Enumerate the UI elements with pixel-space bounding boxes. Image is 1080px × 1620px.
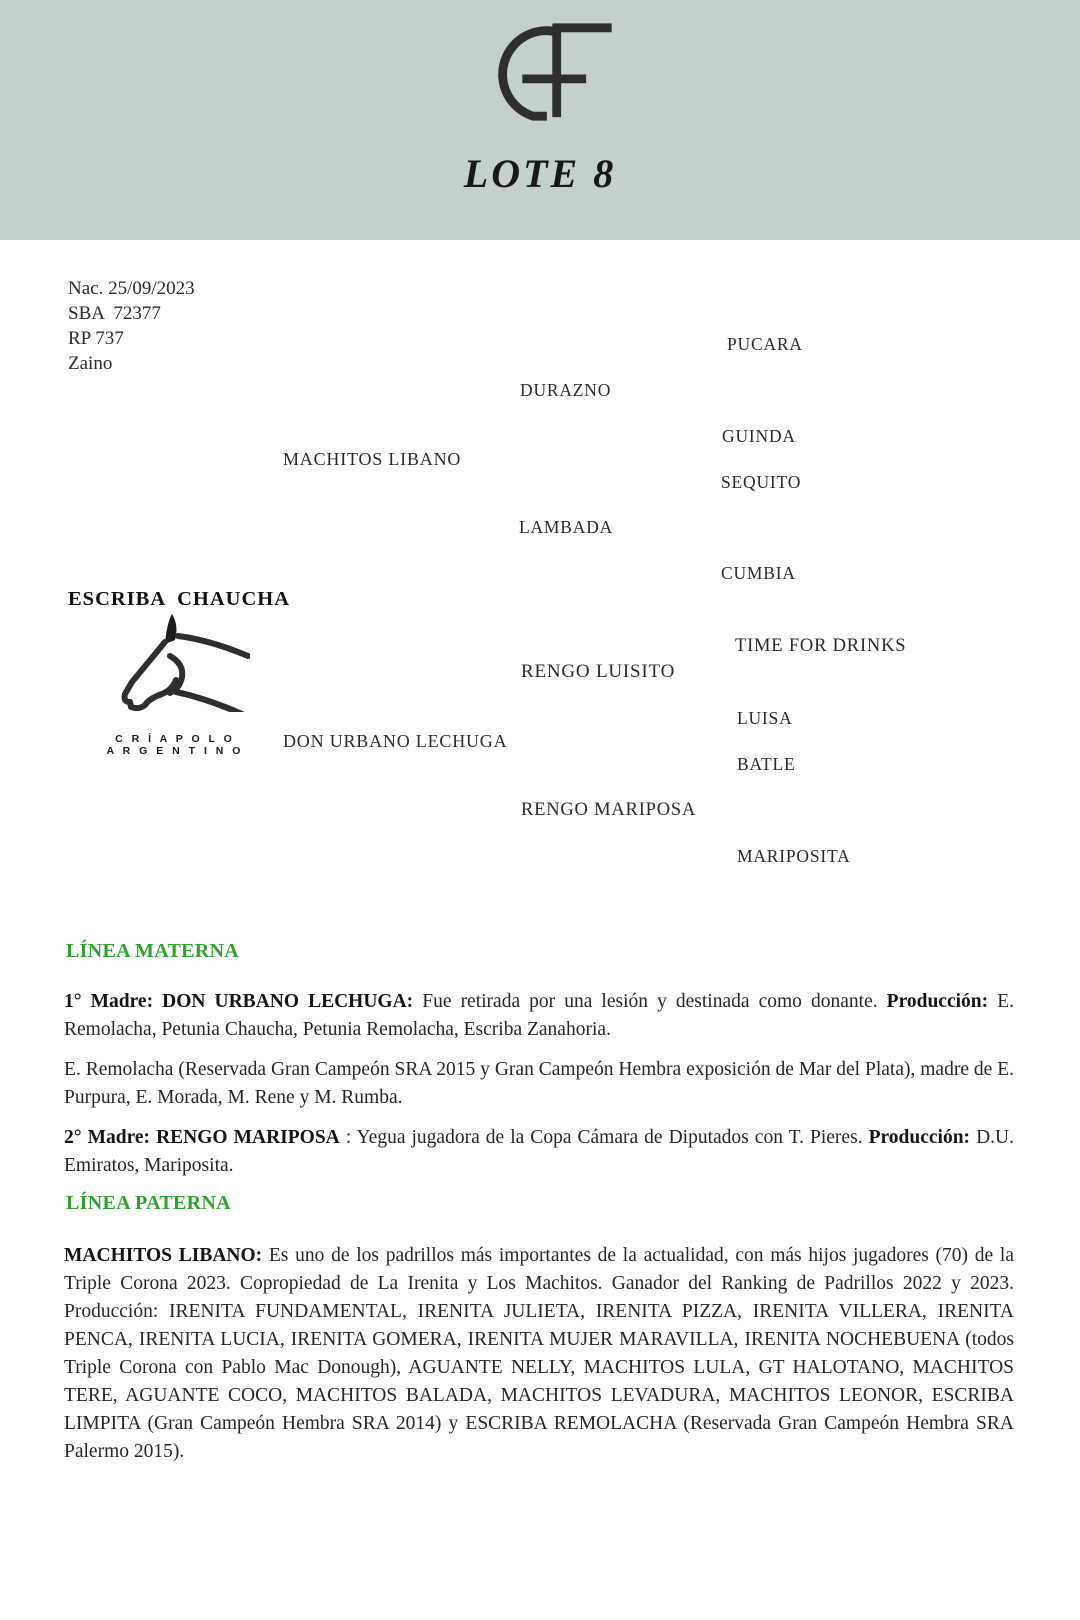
madre2-produccion-text: D.U. Emiratos, Mariposita. [64,1127,1015,1176]
pedigree-gen3-1: PUCARA [727,334,803,354]
pedigree-sire: MACHITOS LIBANO [283,449,462,469]
pedigree-dam-sire: RENGO LUISITO [521,661,676,682]
pedigree-gen3-3: SEQUITO [721,472,802,492]
padrillo-text: Es uno de los padrillos más importantes de la actualidad, con más hijos jugadores (70) de la Triple Corona 2023. Copropiedad de La Irenita y Los Machitos. Ganador del Ranking de Padrillos 2022 y 2023. Producción: IRENITA FUNDAMENTAL, IRENITA JULIETA, IRENITA PIZZA, IRENITA VILLERA, IRENITA PENCA, IRENITA LUCIA, IRENITA GOMERA, IRENITA MUJER MARAVILLA, IRENITA NOCHEBUENA (todos Triple Corona con Pablo Mac Donough), AGUANTE NELLY, MACHITOS LULA, GT HALOTANO, MACHITOS TERE, AGUANTE COCO, MACHITOS BALADA, MACHITOS LEVADURA, MACHITOS LEONOR, ESCRIBA LIMPITA (Gran Campeón Hembra SRA 2014) y ESCRIBA REMOLACHA (Reservada Gran Campeón Hembra SRA Palermo 2015). [64,1245,1014,1462]
breeder-logo-caption [100,733,250,757]
pedigree-sire-dam: LAMBADA [519,517,614,537]
paragraph-remolacha: E. Remolacha (Reservada Gran Campeón SRA 2015 y Gran Campeón Hembra exposición de Mar del Plata), madre de E. Purpura, E. Morada, M. Rene y M. Rumba. [64,1059,1014,1108]
horse-head-icon [110,612,250,712]
pedigree-gen3-6: LUISA [737,708,793,728]
caption-line-1: C R Í A P O L O [115,733,235,745]
header-band [0,0,1080,240]
pedigree-gen3-5: TIME FOR DRINKS [735,636,907,656]
paragraph-madre-1 [64,988,1014,1044]
padrillo-label: MACHITOS LIBANO: [64,1245,263,1266]
paragraph-madre-2 [64,1124,1014,1180]
madre1-produccion-text: E. Remolacha, Petunia Chaucha, Petunia Remolacha, Escriba Zanahoria. [64,991,1014,1040]
madre1-produccion-label: Producción: [886,991,989,1012]
madre2-label: 2° Madre: RENGO MARIPOSA [64,1127,340,1148]
lot-title: LOTE 8 [463,151,617,196]
horse-name: ESCRIBA CHAUCHA [68,588,291,610]
paragraph-padrillo [64,1242,1014,1466]
gf-monogram-icon [465,18,615,126]
birth-date: Nac. 25/09/2023 [68,278,195,299]
section-title-paterna: LÍNEA PATERNA [66,1192,231,1214]
pedigree-gen3-4: CUMBIA [721,563,796,583]
madre2-produccion-label: Producción: [868,1127,971,1148]
pedigree-sire-sire: DURAZNO [520,380,612,400]
sba-number: SBA 72377 [68,303,161,324]
pedigree-dam-dam: RENGO MARIPOSA [521,800,697,820]
rp-number: RP 737 [68,328,124,349]
pedigree-gen3-2: GUINDA [722,426,796,446]
id-block [68,276,195,376]
coat-color: Zaino [68,353,113,374]
madre1-text: Fue retirada por una lesión y destinada como donante. [413,991,887,1012]
section-title-materna: LÍNEA MATERNA [66,940,239,962]
caption-line-2: A R G E N T I N O [106,745,244,757]
pedigree-gen3-8: MARIPOSITA [737,846,851,866]
pedigree-gen3-7: BATLE [737,754,796,774]
madre2-text: : Yegua jugadora de la Copa Cámara de Diputados con T. Pieres. [339,1127,869,1148]
pedigree-dam: DON URBANO LECHUGA [283,731,508,751]
madre1-label: 1° Madre: DON URBANO LECHUGA: [64,991,414,1012]
